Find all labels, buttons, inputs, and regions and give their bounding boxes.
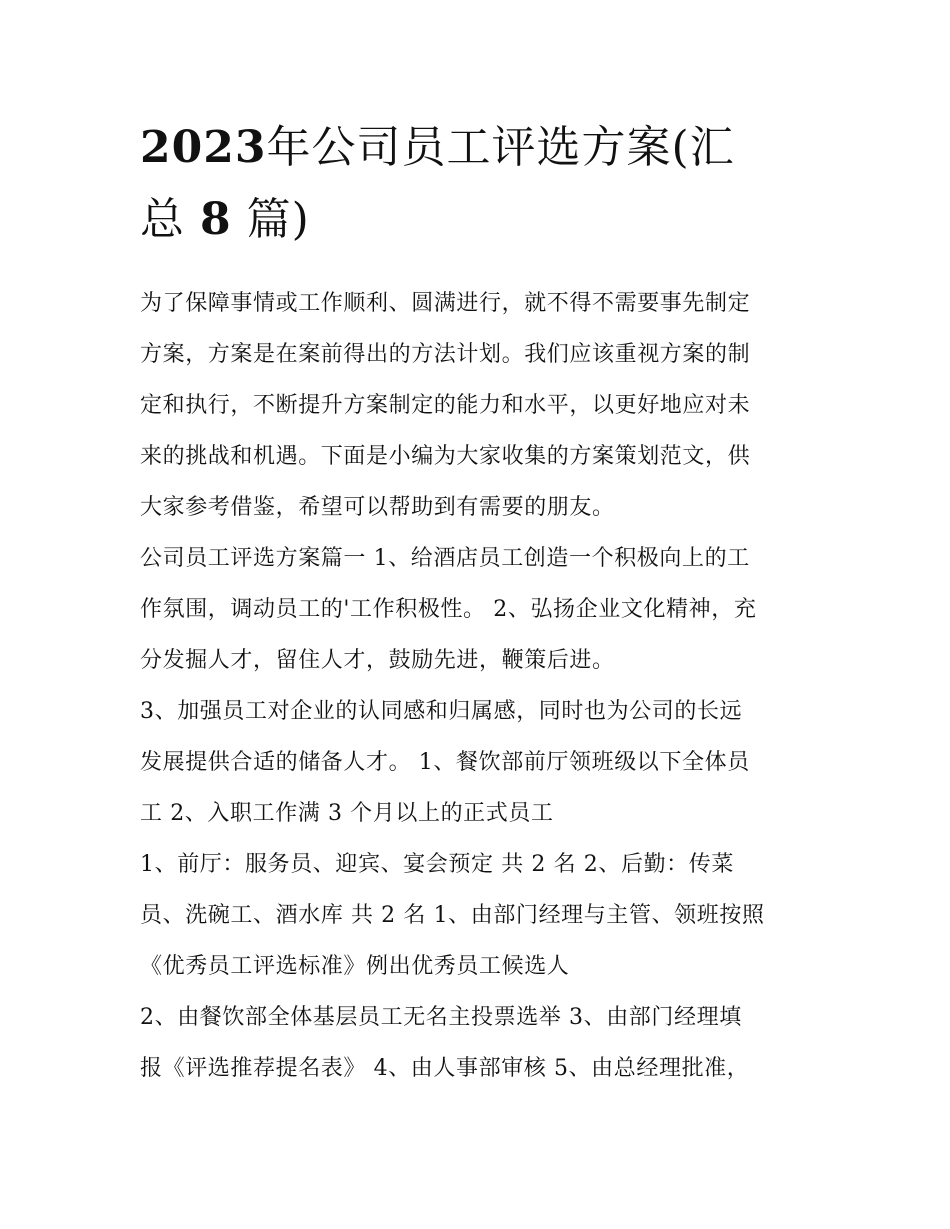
- text-line: 来的挑战和机遇。下面是小编为大家收集的方案策划范文，供: [140, 444, 751, 469]
- text-line: 2、由餐饮部全体基层员工无名主投票选举 3、由部门经理填: [140, 1005, 742, 1030]
- text-line: 定和执行，不断提升方案制定的能力和水平，以更好地应对未: [140, 393, 751, 418]
- title-line-2-a: 总: [140, 194, 185, 245]
- text-line: 1、前厅：服务员、迎宾、宴会预定 共 2 名 2、后勤：传菜: [140, 852, 734, 877]
- text-line: 《优秀员工评选标准》例出优秀员工候选人: [140, 954, 570, 979]
- title-year: 2023: [140, 122, 267, 173]
- text-line: 大家参考借鉴，希望可以帮助到有需要的朋友。: [140, 495, 615, 520]
- title-count: 8: [200, 194, 232, 245]
- title-line-1-text: 年公司员工评选方案(汇: [266, 122, 735, 173]
- paragraph-intro: [140, 278, 820, 533]
- paragraph-purpose: [140, 533, 820, 686]
- document-title: [140, 112, 820, 256]
- text-line: 分发掘人才，留住人才，鼓励先进，鞭策后进。: [140, 648, 615, 673]
- text-line: 作氛围，调动员工的'工作积极性。 2、弘扬企业文化精神，充: [140, 597, 757, 622]
- text-line: 发展提供合适的储备人才。 1、餐饮部前厅领班级以下全体员: [140, 750, 750, 775]
- title-line-2-b: 篇): [246, 194, 310, 245]
- paragraph-quota: [140, 839, 820, 992]
- text-line: 工 2、入职工作满 3 个月以上的正式员工: [140, 801, 554, 826]
- text-line: 公司员工评选方案篇一 1、给酒店员工创造一个积极向上的工: [140, 546, 750, 571]
- title-line-2: [140, 184, 820, 256]
- text-line: 员、洗碗工、酒水库 共 2 名 1、由部门经理与主管、领班按照: [140, 903, 765, 928]
- text-line: 报《评选推荐提名表》 4、由人事部审核 5、由总经理批准，: [140, 1056, 750, 1081]
- paragraph-procedure: [140, 992, 820, 1094]
- title-line-1: [140, 112, 820, 184]
- text-line: 为了保障事情或工作顺利、圆满进行，就不得不需要事先制定: [140, 291, 751, 316]
- text-line: 3、加强员工对企业的认同感和归属感，同时也为公司的长远: [140, 699, 743, 724]
- document-body: [140, 278, 820, 1094]
- text-line: 方案，方案是在案前得出的方法计划。我们应该重视方案的制: [140, 342, 751, 367]
- paragraph-scope: [140, 686, 820, 839]
